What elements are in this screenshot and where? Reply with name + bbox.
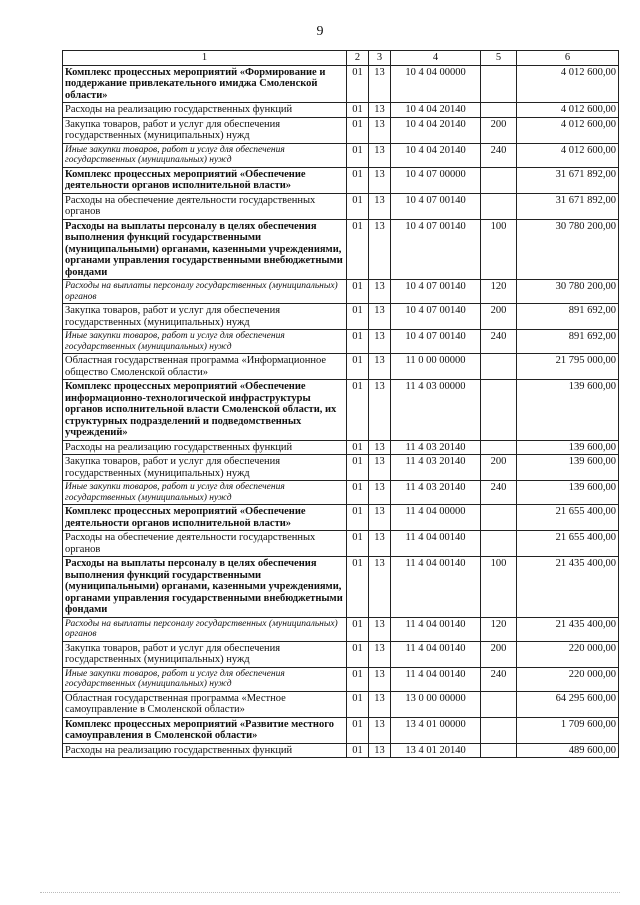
row-code-4-cell: 11 4 04 00140 bbox=[391, 667, 481, 691]
table-row bbox=[63, 743, 619, 758]
row-name-cell: Закупка товаров, работ и услуг для обеспечения государственных (муниципальных) нужд bbox=[63, 641, 347, 667]
row-code-3-cell: 13 bbox=[369, 103, 391, 118]
row-code-3-cell: 13 bbox=[369, 557, 391, 618]
row-code-5-cell bbox=[481, 65, 517, 103]
header-col-2: 2 bbox=[347, 51, 369, 66]
table-row bbox=[63, 440, 619, 455]
row-code-4-cell: 10 4 07 00140 bbox=[391, 330, 481, 354]
table-row bbox=[63, 219, 619, 280]
row-code-3-cell: 13 bbox=[369, 641, 391, 667]
row-code-5-cell bbox=[481, 193, 517, 219]
header-row bbox=[63, 51, 619, 66]
row-code-5-cell bbox=[481, 691, 517, 717]
header-col-3: 3 bbox=[369, 51, 391, 66]
row-code-5-cell: 240 bbox=[481, 143, 517, 167]
table-row bbox=[63, 667, 619, 691]
row-amount-cell: 4 012 600,00 bbox=[517, 103, 619, 118]
row-code-2-cell: 01 bbox=[347, 505, 369, 531]
row-code-2-cell: 01 bbox=[347, 219, 369, 280]
row-code-3-cell: 13 bbox=[369, 531, 391, 557]
row-code-3-cell: 13 bbox=[369, 193, 391, 219]
row-code-4-cell: 13 0 00 00000 bbox=[391, 691, 481, 717]
row-amount-cell: 4 012 600,00 bbox=[517, 143, 619, 167]
row-amount-cell: 31 671 892,00 bbox=[517, 167, 619, 193]
row-code-2-cell: 01 bbox=[347, 557, 369, 618]
table-body bbox=[63, 65, 619, 758]
row-code-2-cell: 01 bbox=[347, 330, 369, 354]
row-amount-cell: 220 000,00 bbox=[517, 641, 619, 667]
row-code-4-cell: 10 4 04 20140 bbox=[391, 117, 481, 143]
row-amount-cell: 4 012 600,00 bbox=[517, 65, 619, 103]
row-code-4-cell: 11 0 00 00000 bbox=[391, 354, 481, 380]
row-code-3-cell: 13 bbox=[369, 505, 391, 531]
row-code-4-cell: 11 4 04 00140 bbox=[391, 641, 481, 667]
budget-table bbox=[62, 50, 619, 758]
row-code-4-cell: 11 4 03 00000 bbox=[391, 380, 481, 441]
row-code-3-cell: 13 bbox=[369, 219, 391, 280]
table-row bbox=[63, 65, 619, 103]
row-amount-cell: 21 795 000,00 bbox=[517, 354, 619, 380]
row-code-3-cell: 13 bbox=[369, 743, 391, 758]
header-col-5: 5 bbox=[481, 51, 517, 66]
row-code-3-cell: 13 bbox=[369, 717, 391, 743]
row-code-3-cell: 13 bbox=[369, 455, 391, 481]
row-amount-cell: 21 655 400,00 bbox=[517, 531, 619, 557]
row-name-cell: Иные закупки товаров, работ и услуг для обеспечения государственных (муниципальных) нужд bbox=[63, 143, 347, 167]
row-name-cell: Расходы на обеспечение деятельности государственных органов bbox=[63, 531, 347, 557]
row-name-cell: Закупка товаров, работ и услуг для обеспечения государственных (муниципальных) нужд bbox=[63, 117, 347, 143]
table-row bbox=[63, 717, 619, 743]
row-name-cell: Расходы на реализацию государственных функций bbox=[63, 440, 347, 455]
row-name-cell: Расходы на реализацию государственных функций bbox=[63, 103, 347, 118]
table-row bbox=[63, 691, 619, 717]
row-code-3-cell: 13 bbox=[369, 481, 391, 505]
row-code-5-cell bbox=[481, 440, 517, 455]
row-code-3-cell: 13 bbox=[369, 330, 391, 354]
table-row bbox=[63, 455, 619, 481]
row-code-3-cell: 13 bbox=[369, 440, 391, 455]
row-code-3-cell: 13 bbox=[369, 380, 391, 441]
row-code-3-cell: 13 bbox=[369, 167, 391, 193]
row-amount-cell: 30 780 200,00 bbox=[517, 219, 619, 280]
row-amount-cell: 891 692,00 bbox=[517, 304, 619, 330]
row-name-cell: Иные закупки товаров, работ и услуг для обеспечения государственных (муниципальных) нужд bbox=[63, 330, 347, 354]
row-code-5-cell bbox=[481, 103, 517, 118]
table-row bbox=[63, 380, 619, 441]
row-name-cell: Расходы на выплаты персоналу в целях обеспечения выполнения функций государственными (муниципальными) органами, казенными учреждениями, органами управления государственными внебюджетными фондами bbox=[63, 219, 347, 280]
row-name-cell: Расходы на выплаты персоналу в целях обеспечения выполнения функций государственными (муниципальными) органами, казенными учреждениями, органами управления государственными внебюджетными фондами bbox=[63, 557, 347, 618]
table-row bbox=[63, 505, 619, 531]
row-name-cell: Комплекс процессных мероприятий «Обеспечение деятельности органов исполнительной власти» bbox=[63, 505, 347, 531]
row-code-5-cell: 240 bbox=[481, 481, 517, 505]
row-code-2-cell: 01 bbox=[347, 65, 369, 103]
row-amount-cell: 220 000,00 bbox=[517, 667, 619, 691]
row-code-4-cell: 10 4 07 00140 bbox=[391, 193, 481, 219]
row-code-5-cell: 240 bbox=[481, 667, 517, 691]
row-amount-cell: 139 600,00 bbox=[517, 481, 619, 505]
row-code-2-cell: 01 bbox=[347, 667, 369, 691]
table-row bbox=[63, 354, 619, 380]
row-code-4-cell: 11 4 03 20140 bbox=[391, 440, 481, 455]
row-code-5-cell: 240 bbox=[481, 330, 517, 354]
table-header bbox=[63, 51, 619, 66]
row-amount-cell: 139 600,00 bbox=[517, 440, 619, 455]
row-code-2-cell: 01 bbox=[347, 143, 369, 167]
table-row bbox=[63, 531, 619, 557]
row-code-5-cell bbox=[481, 717, 517, 743]
header-col-1: 1 bbox=[63, 51, 347, 66]
row-code-4-cell: 10 4 04 20140 bbox=[391, 143, 481, 167]
header-col-4: 4 bbox=[391, 51, 481, 66]
table-row bbox=[63, 304, 619, 330]
row-code-3-cell: 13 bbox=[369, 304, 391, 330]
row-code-2-cell: 01 bbox=[347, 193, 369, 219]
row-code-4-cell: 11 4 04 00140 bbox=[391, 531, 481, 557]
row-code-3-cell: 13 bbox=[369, 617, 391, 641]
row-code-4-cell: 10 4 07 00140 bbox=[391, 304, 481, 330]
table-row bbox=[63, 193, 619, 219]
page-number: 9 bbox=[316, 24, 324, 39]
table-row bbox=[63, 330, 619, 354]
row-code-4-cell: 10 4 04 00000 bbox=[391, 65, 481, 103]
row-code-4-cell: 10 4 07 00000 bbox=[391, 167, 481, 193]
row-code-2-cell: 01 bbox=[347, 103, 369, 118]
row-amount-cell: 30 780 200,00 bbox=[517, 280, 619, 304]
row-name-cell: Расходы на выплаты персоналу государственных (муниципальных) органов bbox=[63, 280, 347, 304]
row-code-2-cell: 01 bbox=[347, 531, 369, 557]
row-code-2-cell: 01 bbox=[347, 481, 369, 505]
row-code-5-cell: 100 bbox=[481, 219, 517, 280]
row-code-3-cell: 13 bbox=[369, 667, 391, 691]
row-code-5-cell bbox=[481, 505, 517, 531]
row-code-5-cell: 200 bbox=[481, 117, 517, 143]
row-code-4-cell: 10 4 04 20140 bbox=[391, 103, 481, 118]
row-code-4-cell: 11 4 04 00000 bbox=[391, 505, 481, 531]
row-code-4-cell: 11 4 03 20140 bbox=[391, 455, 481, 481]
row-code-5-cell bbox=[481, 380, 517, 441]
row-code-4-cell: 11 4 04 00140 bbox=[391, 617, 481, 641]
row-name-cell: Комплекс процессных мероприятий «Обеспечение деятельности органов исполнительной власти» bbox=[63, 167, 347, 193]
row-code-2-cell: 01 bbox=[347, 743, 369, 758]
row-amount-cell: 139 600,00 bbox=[517, 380, 619, 441]
row-code-5-cell: 200 bbox=[481, 641, 517, 667]
row-amount-cell: 21 435 400,00 bbox=[517, 557, 619, 618]
row-name-cell: Расходы на реализацию государственных функций bbox=[63, 743, 347, 758]
row-code-5-cell bbox=[481, 531, 517, 557]
table-row bbox=[63, 117, 619, 143]
row-code-3-cell: 13 bbox=[369, 354, 391, 380]
row-code-3-cell: 13 bbox=[369, 280, 391, 304]
row-amount-cell: 21 435 400,00 bbox=[517, 617, 619, 641]
table-row bbox=[63, 557, 619, 618]
row-code-2-cell: 01 bbox=[347, 455, 369, 481]
row-amount-cell: 64 295 600,00 bbox=[517, 691, 619, 717]
table-row bbox=[63, 143, 619, 167]
row-code-4-cell: 10 4 07 00140 bbox=[391, 280, 481, 304]
row-code-5-cell: 120 bbox=[481, 280, 517, 304]
row-name-cell: Областная государственная программа «Местное самоуправление в Смоленской области» bbox=[63, 691, 347, 717]
row-code-3-cell: 13 bbox=[369, 117, 391, 143]
row-name-cell: Иные закупки товаров, работ и услуг для обеспечения государственных (муниципальных) нужд bbox=[63, 667, 347, 691]
row-code-2-cell: 01 bbox=[347, 440, 369, 455]
row-code-5-cell: 200 bbox=[481, 455, 517, 481]
row-code-5-cell: 100 bbox=[481, 557, 517, 618]
row-name-cell: Расходы на обеспечение деятельности государственных органов bbox=[63, 193, 347, 219]
table-row bbox=[63, 167, 619, 193]
row-code-2-cell: 01 bbox=[347, 617, 369, 641]
row-amount-cell: 489 600,00 bbox=[517, 743, 619, 758]
row-name-cell: Комплекс процессных мероприятий «Формирование и поддержание привлекательного имиджа Смоленской области» bbox=[63, 65, 347, 103]
row-code-2-cell: 01 bbox=[347, 641, 369, 667]
row-name-cell: Расходы на выплаты персоналу государственных (муниципальных) органов bbox=[63, 617, 347, 641]
table-row bbox=[63, 481, 619, 505]
row-name-cell: Областная государственная программа «Информационное общество Смоленской области» bbox=[63, 354, 347, 380]
row-code-2-cell: 01 bbox=[347, 717, 369, 743]
row-code-4-cell: 11 4 04 00140 bbox=[391, 557, 481, 618]
row-name-cell: Комплекс процессных мероприятий «Обеспечение информационно-технологической инфраструктуры органов исполнительной власти Смоленской области, их структурных подразделений и подведомственных учреждений» bbox=[63, 380, 347, 441]
row-name-cell: Закупка товаров, работ и услуг для обеспечения государственных (муниципальных) нужд bbox=[63, 304, 347, 330]
row-amount-cell: 21 655 400,00 bbox=[517, 505, 619, 531]
table-row bbox=[63, 280, 619, 304]
row-code-2-cell: 01 bbox=[347, 304, 369, 330]
row-code-2-cell: 01 bbox=[347, 280, 369, 304]
row-code-5-cell bbox=[481, 354, 517, 380]
row-code-2-cell: 01 bbox=[347, 167, 369, 193]
row-amount-cell: 31 671 892,00 bbox=[517, 193, 619, 219]
row-code-5-cell: 200 bbox=[481, 304, 517, 330]
row-code-4-cell: 10 4 07 00140 bbox=[391, 219, 481, 280]
row-code-2-cell: 01 bbox=[347, 380, 369, 441]
row-code-3-cell: 13 bbox=[369, 143, 391, 167]
row-code-5-cell bbox=[481, 167, 517, 193]
row-code-5-cell bbox=[481, 743, 517, 758]
row-amount-cell: 4 012 600,00 bbox=[517, 117, 619, 143]
row-code-3-cell: 13 bbox=[369, 65, 391, 103]
row-code-2-cell: 01 bbox=[347, 691, 369, 717]
header-col-6: 6 bbox=[517, 51, 619, 66]
row-name-cell: Иные закупки товаров, работ и услуг для обеспечения государственных (муниципальных) нужд bbox=[63, 481, 347, 505]
row-name-cell: Комплекс процессных мероприятий «Развитие местного самоуправления в Смоленской области» bbox=[63, 717, 347, 743]
row-amount-cell: 139 600,00 bbox=[517, 455, 619, 481]
table-row bbox=[63, 103, 619, 118]
table-row bbox=[63, 617, 619, 641]
row-amount-cell: 891 692,00 bbox=[517, 330, 619, 354]
row-code-5-cell: 120 bbox=[481, 617, 517, 641]
row-code-4-cell: 11 4 03 20140 bbox=[391, 481, 481, 505]
row-code-4-cell: 13 4 01 00000 bbox=[391, 717, 481, 743]
row-amount-cell: 1 709 600,00 bbox=[517, 717, 619, 743]
row-code-3-cell: 13 bbox=[369, 691, 391, 717]
row-code-4-cell: 13 4 01 20140 bbox=[391, 743, 481, 758]
row-code-2-cell: 01 bbox=[347, 117, 369, 143]
row-code-2-cell: 01 bbox=[347, 354, 369, 380]
row-name-cell: Закупка товаров, работ и услуг для обеспечения государственных (муниципальных) нужд bbox=[63, 455, 347, 481]
table-row bbox=[63, 641, 619, 667]
scan-artifact-line bbox=[40, 892, 620, 894]
